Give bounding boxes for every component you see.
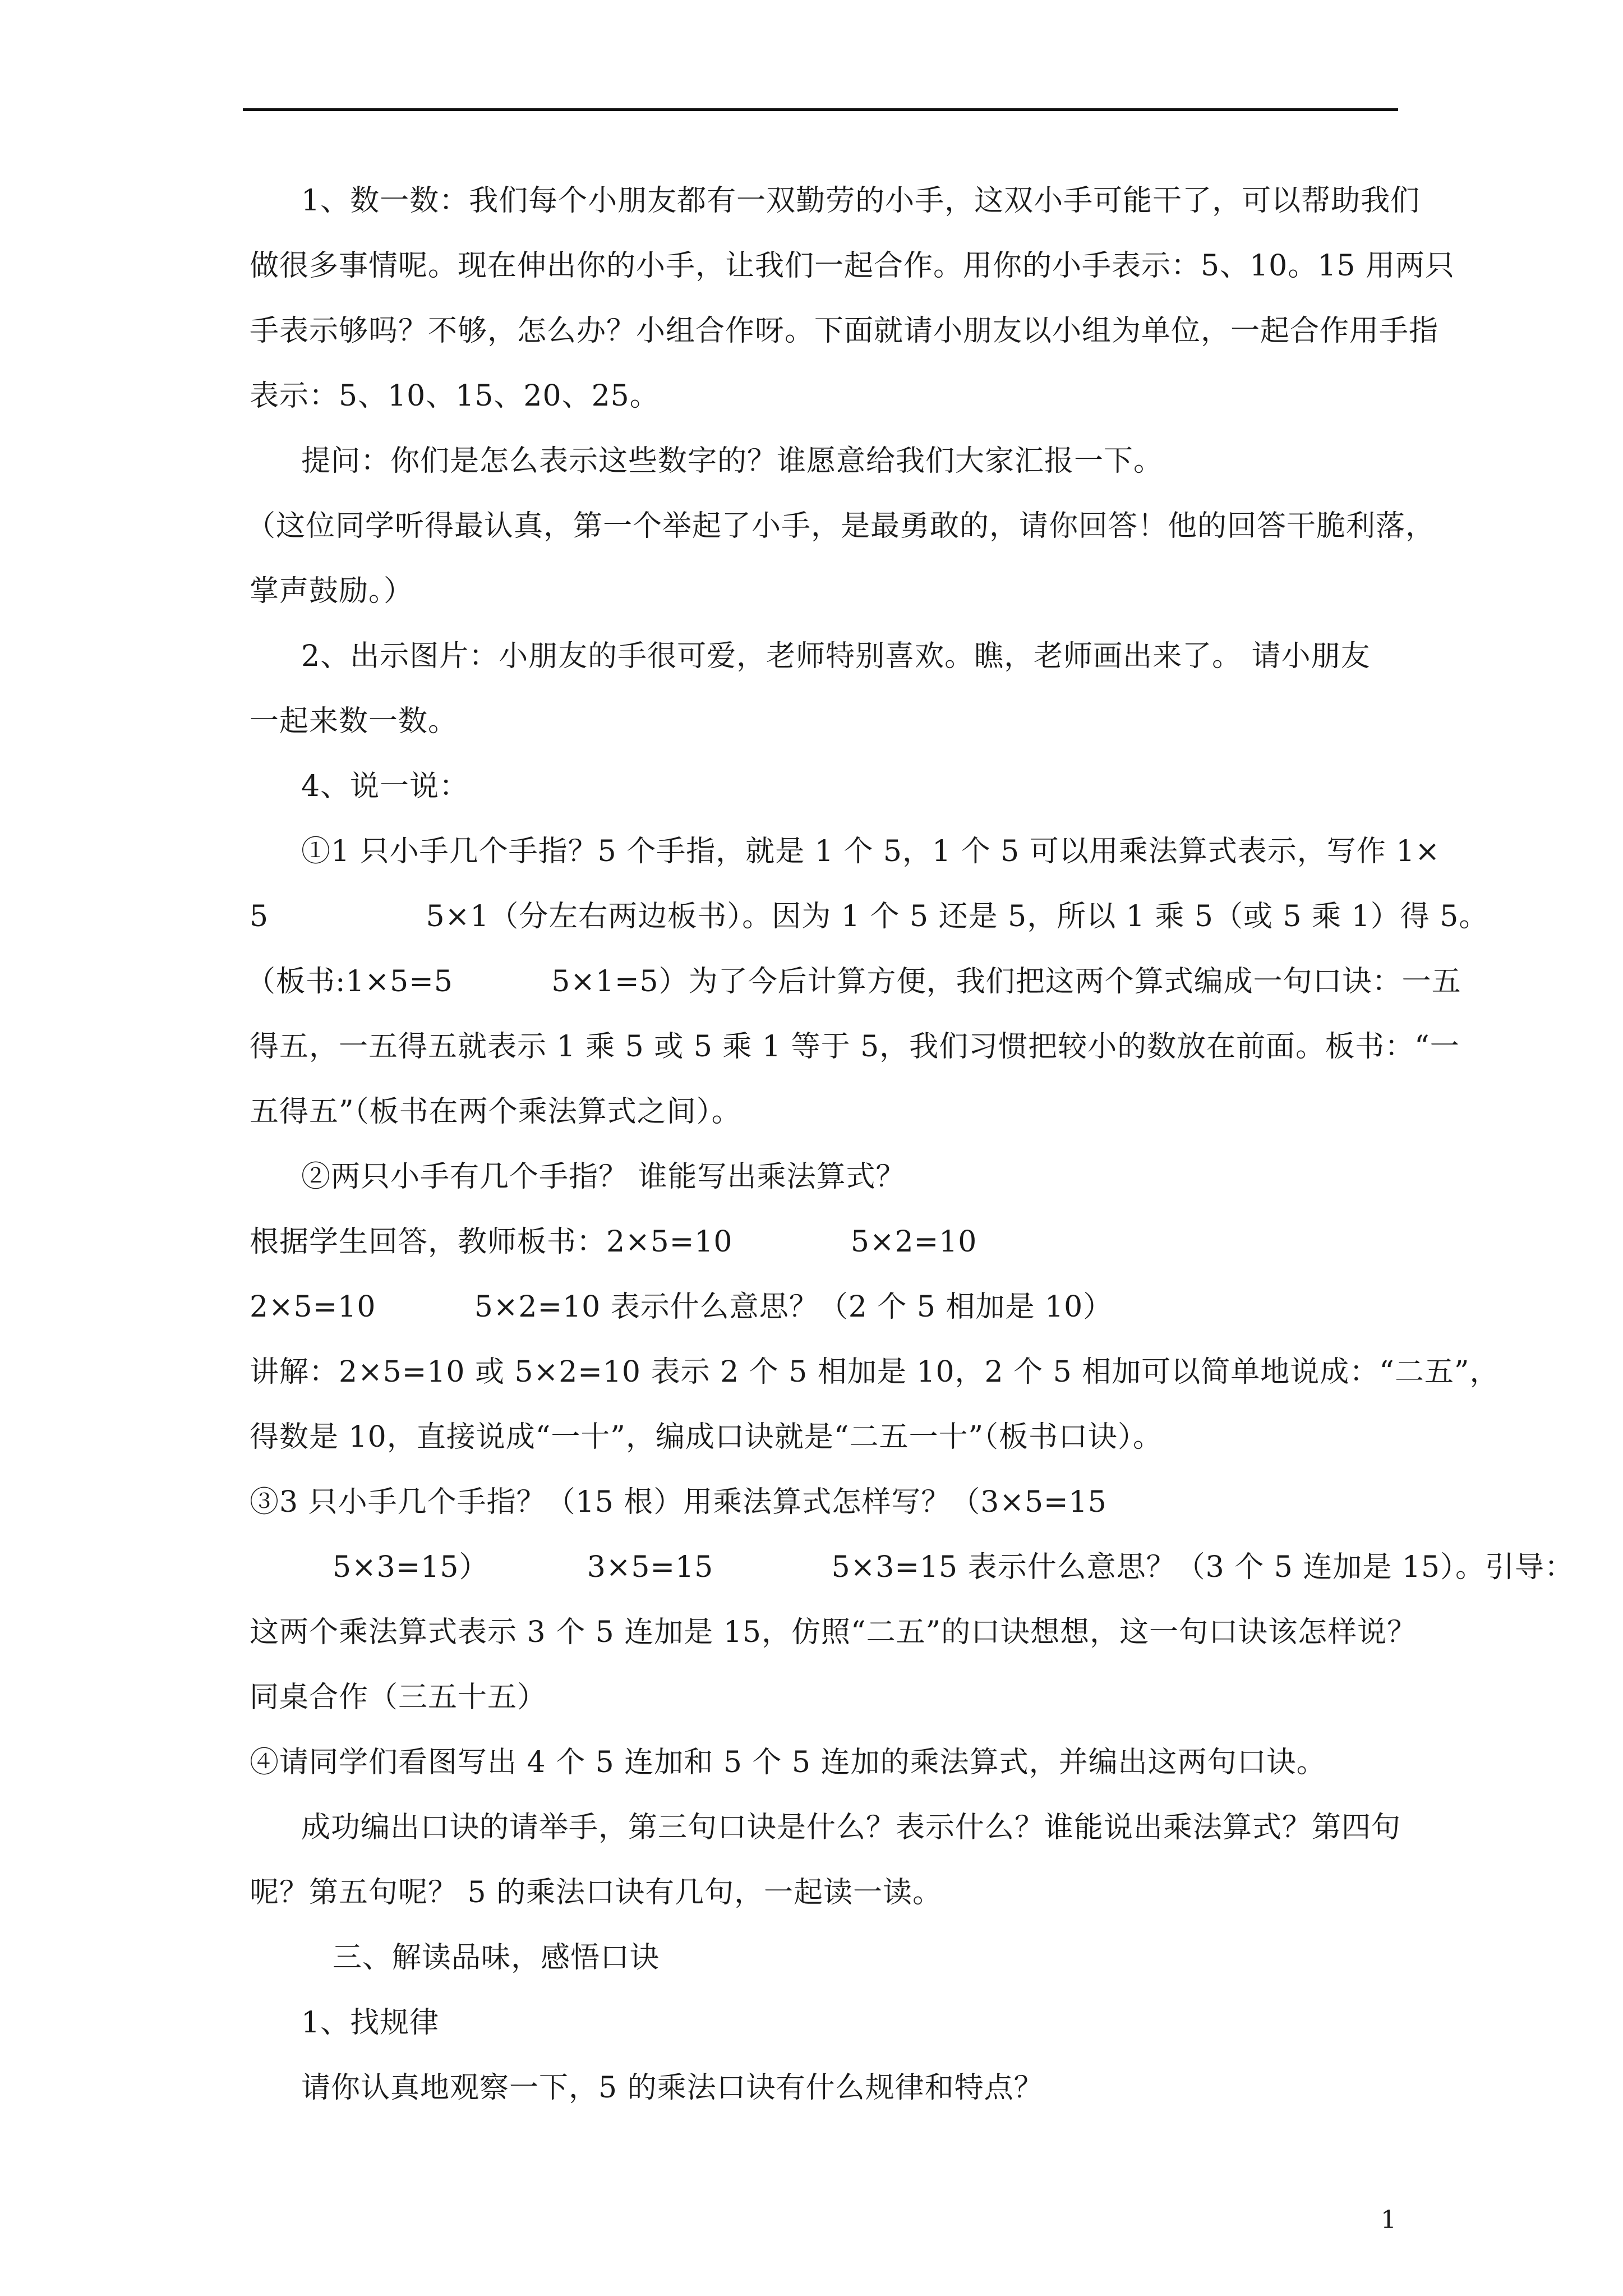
paragraph-line: 提问：你们是怎么表示这些数字的？谁愿意给我们大家汇报一下。 xyxy=(301,444,1164,478)
paragraph-line: 2×5=10 5×2=10 表示什么意思？（2 个 5 相加是 10） xyxy=(250,1290,1113,1324)
paragraph-line: 五得五”（板书在两个乘法算式之间）。 xyxy=(250,1095,741,1129)
paragraph-line: 1、数一数：我们每个小朋友都有一双勤劳的小手，这双小手可能干了，可以帮助我们 xyxy=(301,184,1421,218)
paragraph-line: （这位同学听得最认真，第一个举起了小手，是最勇敢的，请你回答！他的回答干脆利落， xyxy=(246,509,1436,543)
paragraph-line: 4、说一说： xyxy=(301,770,469,803)
paragraph-line: 表示：5、10、15、20、25。 xyxy=(250,379,660,413)
paragraph-line: ②两只小手有几个手指？ 谁能写出乘法算式？ xyxy=(301,1160,906,1194)
paragraph-line: 呢？第五句呢？ 5 的乘法口诀有几句，一起读一读。 xyxy=(250,1876,943,1910)
paragraph-line: 2、出示图片：小朋友的手很可爱，老师特别喜欢。瞧，老师画出来了。 请小朋友 xyxy=(301,639,1371,673)
paragraph-line: 5 5×1（分左右两边板书）。因为 1 个 5 还是 5，所以 1 乘 5（或 5 乘 1）得 5。 xyxy=(250,900,1489,933)
paragraph-line: 得五，一五得五就表示 1 乘 5 或 5 乘 1 等于 5，我们习惯把较小的数放在前面。板书：“一 xyxy=(250,1030,1460,1064)
paragraph-line: 请你认真地观察一下，5 的乘法口诀有什么规律和特点？ xyxy=(301,2071,1044,2105)
paragraph-line: 掌声鼓励。） xyxy=(250,574,414,608)
paragraph-line: 同桌合作（三五十五） xyxy=(250,1681,547,1714)
paragraph-line: ④请同学们看图写出 4 个 5 连加和 5 个 5 连加的乘法算式，并编出这两句口诀。 xyxy=(250,1746,1326,1779)
paragraph-line: 5×3=15） 3×5=15 5×3=15 表示什么意思？（3 个 5 连加是 15）。引导： xyxy=(333,1550,1575,1584)
header-rule xyxy=(243,108,1398,111)
page-number: 1 xyxy=(1381,2206,1396,2234)
paragraph-line: ①1 只小手几个手指？5 个手指，就是 1 个 5，1 个 5 可以用乘法算式表示，写作 1× xyxy=(301,835,1440,868)
paragraph-line: 1、找规律 xyxy=(301,2006,440,2040)
paragraph-line: 这两个乘法算式表示 3 个 5 连加是 15，仿照“二五”的口诀想想，这一句口诀该怎样说？ xyxy=(250,1616,1417,1649)
paragraph-line: 一起来数一数。 xyxy=(250,705,458,738)
paragraph-line: 成功编出口诀的请举手，第三句口诀是什么？表示什么？谁能说出乘法算式？第四句 xyxy=(301,1811,1401,1844)
paragraph-line: 做很多事情呢。现在伸出你的小手，让我们一起合作。用你的小手表示：5、10。15 用两只 xyxy=(250,249,1455,283)
paragraph-line: 根据学生回答，教师板书：2×5=10 5×2=10 xyxy=(250,1225,978,1259)
paragraph-line: 手表示够吗？不够，怎么办？小组合作呀。下面就请小朋友以小组为单位，一起合作用手指 xyxy=(250,314,1439,348)
paragraph-line: ③3 只小手几个手指？（15 根）用乘法算式怎样写？（3×5=15 xyxy=(250,1485,1107,1519)
paragraph-line: （板书:1×5=5 5×1=5）为了今后计算方便，我们把这两个算式编成一句口诀：一五 xyxy=(246,965,1461,999)
section-heading: 三、解读品味，感悟口诀 xyxy=(333,1941,660,1975)
document-body xyxy=(246,168,1575,2120)
paragraph-line: 得数是 10，直接说成“一十”，编成口诀就是“二五一十”（板书口诀）。 xyxy=(250,1420,1163,1454)
paragraph-line: 讲解：2×5=10 或 5×2=10 表示 2 个 5 相加是 10，2 个 5 相加可以简单地说成：“二五”， xyxy=(250,1355,1500,1389)
